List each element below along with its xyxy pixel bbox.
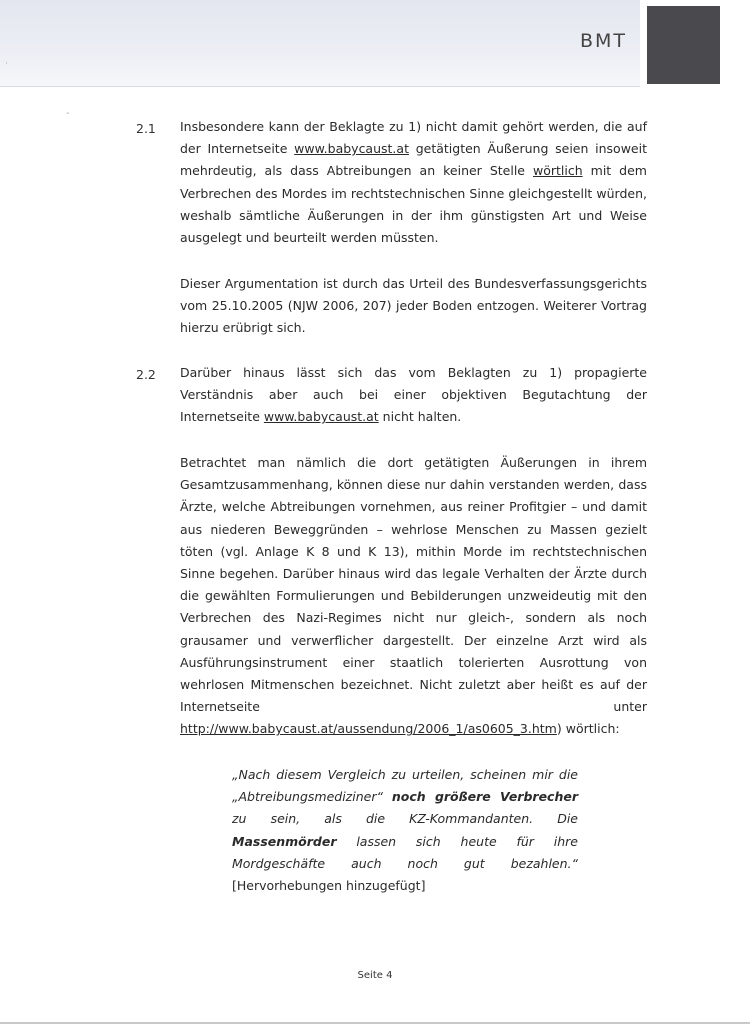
letterhead-band: [0, 0, 640, 87]
page-bottom-rule: [0, 1022, 750, 1024]
section-2-1-paragraph: Insbesondere kann der Beklagte zu 1) nicht damit gehört werden, die auf der Internetseite www.babycaust.at getätigten Äußerung seien insoweit mehrdeutig, als dass Abtreibungen an keiner Stelle wörtlich mit dem Verbrechen des Mordes im rechtstechnischen Sinne gleichgestellt würden, weshalb sämtliche Äußerungen in der ihm günstigsten Art und Weise ausgelegt und beurteilt werden müssten.: [180, 119, 647, 246]
block-quote: „Nach diesem Vergleich zu urteilen, scheinen mir die „Abtreibungsmediziner“ noch größere Verbrecher zu sein, als die KZ-Kommandanten. Die Massenmörder lassen sich heute für ihre Mordgeschäfte auch noch gut bezahlen.“ [Hervorhebungen hinzugefügt]: [232, 767, 579, 894]
scan-artifact: ˙: [4, 62, 9, 73]
scan-artifact: -: [66, 108, 70, 119]
brand-logo-text: BMT: [580, 30, 628, 52]
section-number: 2.1: [136, 121, 156, 136]
website-link[interactable]: www.babycaust.at: [294, 141, 409, 157]
quote-note: [Hervorhebungen hinzugefügt]: [232, 878, 426, 894]
page-number: Seite 4: [357, 970, 393, 981]
website-link[interactable]: www.babycaust.at: [263, 409, 379, 425]
section-2-2-body: Betrachtet man nämlich die dort getätigten Äußerungen in ihrem Gesamtzusammenhang, können diese nur dahin verstanden werden, dass Ärzte, welche Abtreibungen vornehmen, aus reiner Profitgier – und damit aus niederen Beweggründen – wehrlose Menschen zu Massen gezielt töten (vgl. Anlage K 8 und K 13), mithin Morde im rechtstechnischen Sinne begehen. Darüber hinaus wird das legale Verhalten der Ärzte durch die gewählten Formulierungen und Bebilderungen unzweideutig mit den Verbrechen des Nazi-Regimes nicht nur gleich-, sondern als noch grausamer und verwerflicher dargestellt. Der einzelne Arzt wird als Ausführungsinstrument einer staatlich tolerierten Ausrottung von wehrlosen Mitmenschen bezeichnet. Nicht zuletzt aber heißt es auf der Internetseite unter http://www.babycaust.at/aussendung/2006_1/as0605_3.htm) wörtlich:: [180, 455, 647, 737]
section-2-2-paragraph: Darüber hinaus lässt sich das vom Beklagten zu 1) propagierte Verständnis aber auch bei einer objektiven Begutachtung der Internetseite www.babycaust.at nicht halten.: [180, 365, 647, 425]
emphasis-word: wörtlich: [532, 163, 583, 179]
section-number: 2.2: [136, 367, 156, 382]
brand-block: [647, 6, 720, 84]
source-url-link[interactable]: http://www.babycaust.at/aussendung/2006_1/as0605_3.htm: [180, 721, 557, 737]
section-2-1-followup: Dieser Argumentation ist durch das Urteil des Bundesverfassungsgerichts vom 25.10.2005 (NJW 2006, 207) jeder Boden entzogen. Weiterer Vortrag hierzu erübrigt sich.: [180, 276, 647, 336]
